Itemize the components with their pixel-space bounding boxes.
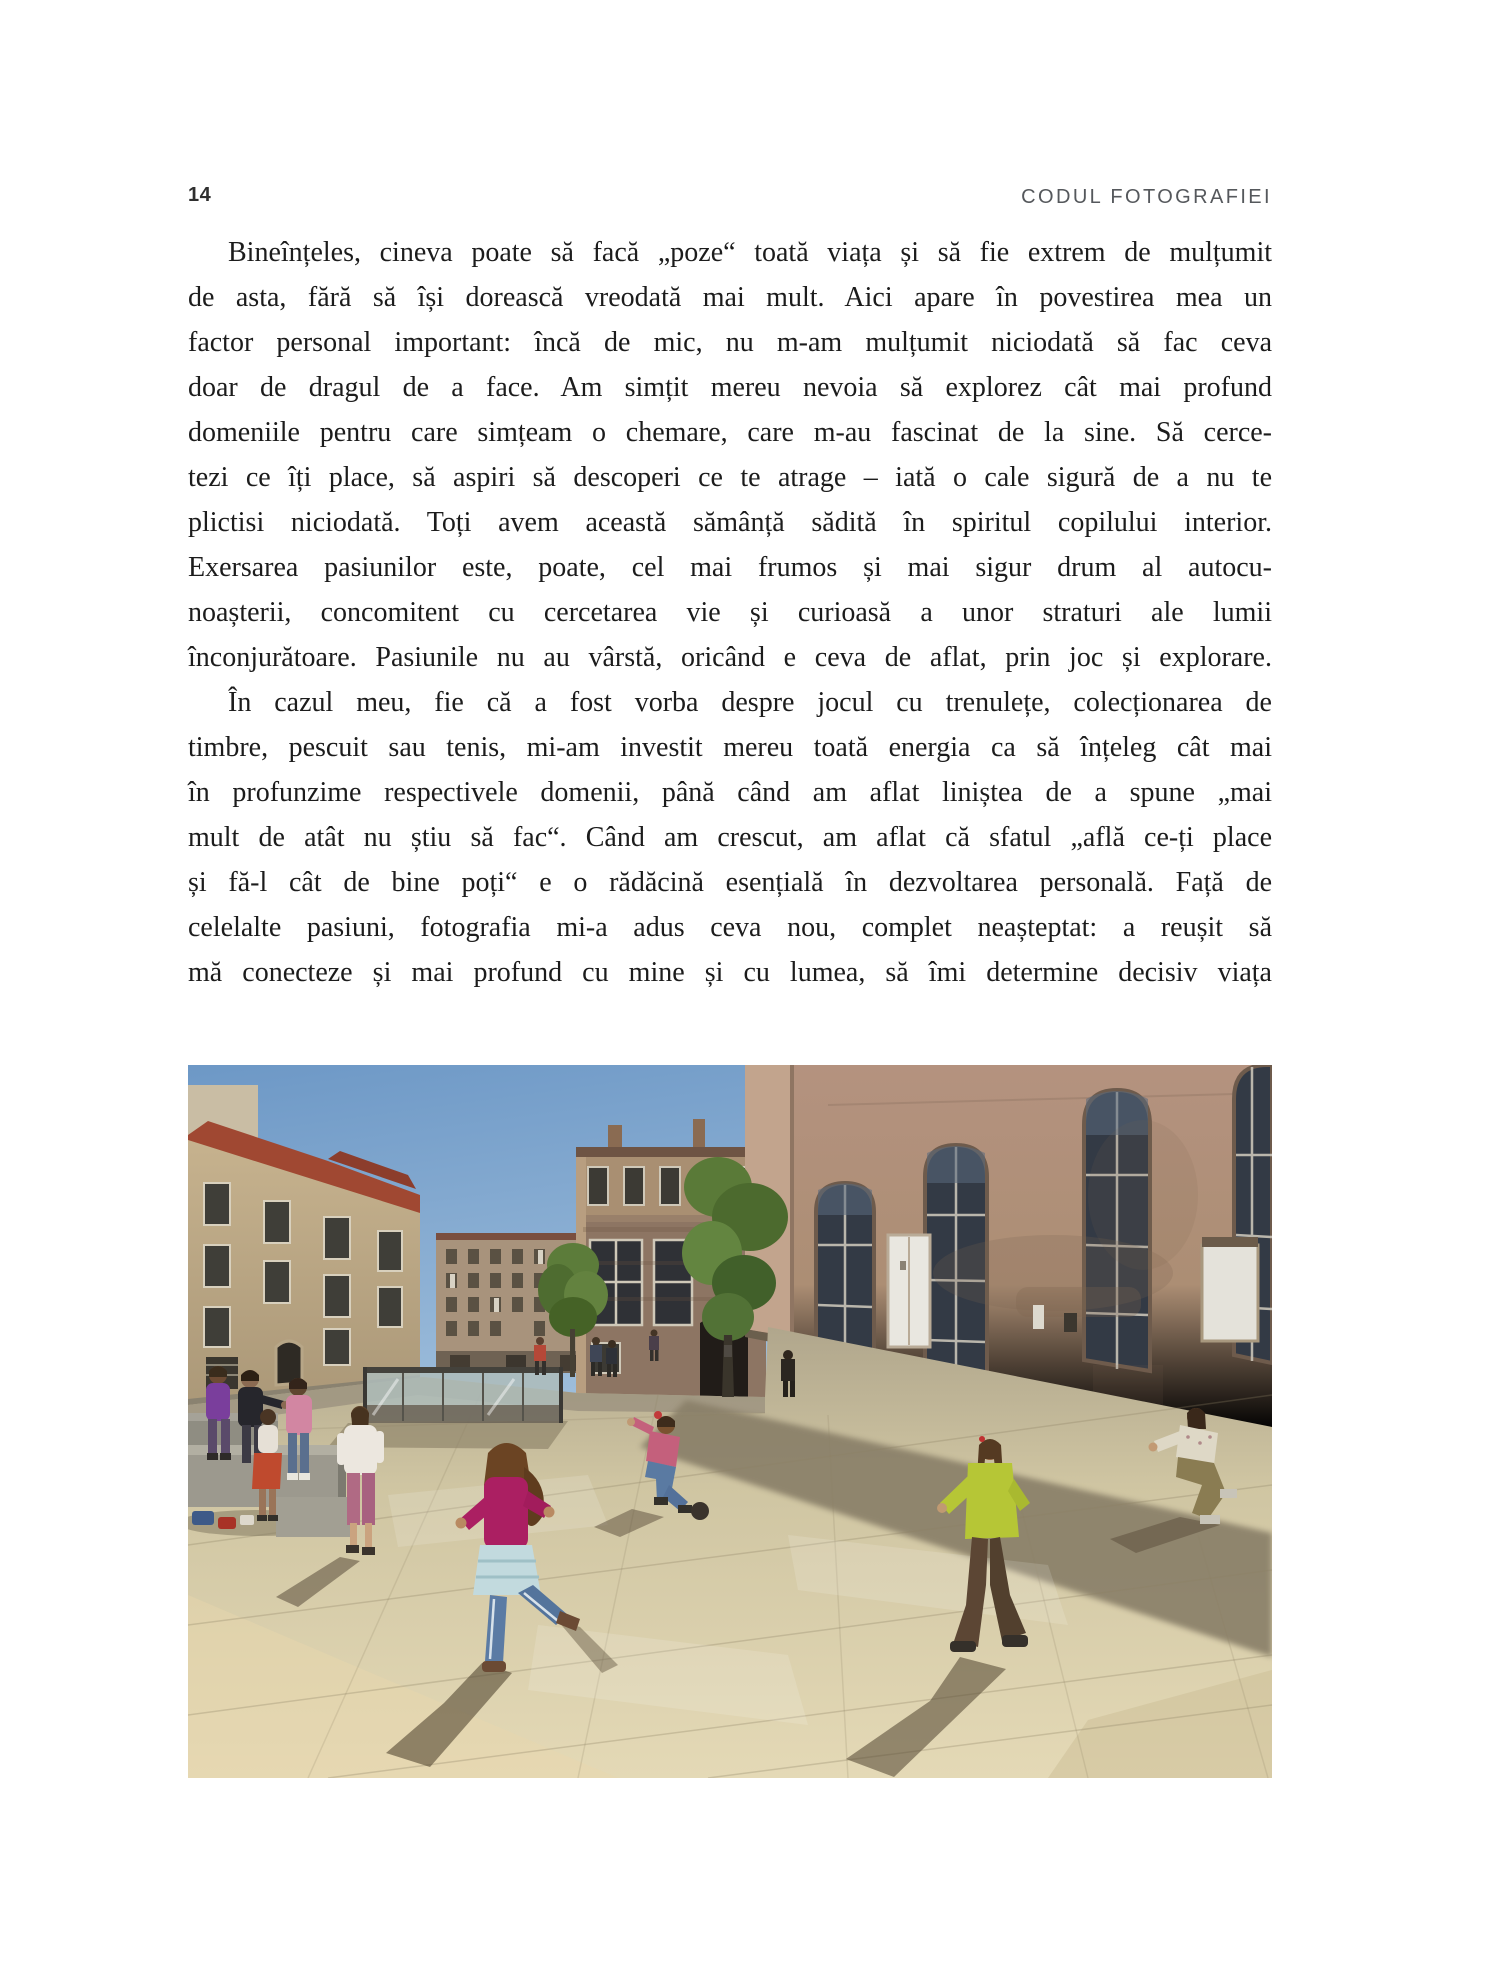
text-line: doar de dragul de a face. Am simțit mereu nevoia să explorez cât mai profund bbox=[188, 372, 1272, 403]
text-line: Bineînțeles, cineva poate să facă „poze“ toată viața și să fie extrem de mulțumit bbox=[228, 237, 1272, 268]
running-header: CODUL FOTOGRAFIEI bbox=[1021, 186, 1272, 208]
text-line: mult de atât nu știu să fac“. Când am crescut, am aflat că sfatul „află ce-ți place bbox=[188, 822, 1272, 853]
text-line: factor personal important: încă de mic, nu m-am mulțumit niciodată să fac ceva bbox=[188, 327, 1272, 358]
plaza-photograph bbox=[188, 1065, 1272, 1778]
text-line: și fă-l cât de bine poți“ e o rădăcină esențială în dezvoltarea personală. Față de bbox=[188, 867, 1272, 898]
text-line: înconjurătoare. Pasiunile nu au vârstă, oricând e ceva de aflat, prin joc și explorare. bbox=[188, 642, 1272, 673]
plaza-photo-illustration bbox=[188, 1065, 1272, 1778]
text-line: tezi ce îți place, să aspiri să descoperi ce te atrage – iată o cale sigură de a nu te bbox=[188, 462, 1272, 493]
text-line: celelalte pasiuni, fotografia mi-a adus ceva nou, complet neașteptat: a reușit să bbox=[188, 912, 1272, 943]
text-line: Exersarea pasiunilor este, poate, cel mai frumos și mai sigur drum al autocu- bbox=[188, 552, 1272, 583]
body-text bbox=[188, 230, 1272, 995]
text-line: de asta, fără să își dorească vreodată mai mult. Aici apare în povestirea mea un bbox=[188, 282, 1272, 313]
text-line: domeniile pentru care simțeam o chemare, care m-au fascinat de la sine. Să cerce- bbox=[188, 417, 1272, 448]
text-line: timbre, pescuit sau tenis, mi-am investit mereu toată energia ca să înțeleg cât mai bbox=[188, 732, 1272, 763]
text-line: În cazul meu, fie că a fost vorba despre jocul cu trenulețe, colecționarea de bbox=[228, 687, 1272, 718]
page-number: 14 bbox=[188, 184, 212, 206]
text-line: mă conecteze și mai profund cu mine și cu lumea, să îmi determine decisiv viața bbox=[188, 957, 1272, 988]
text-line: noașterii, concomitent cu cercetarea vie și curioasă a unor straturi ale lumii bbox=[188, 597, 1272, 628]
text-line: în profunzime respectivele domenii, până când am aflat liniștea de a spune „mai bbox=[188, 777, 1272, 808]
text-line: plictisi niciodată. Toți avem această sămânță sădită în spiritul copilului interior. bbox=[188, 507, 1272, 538]
